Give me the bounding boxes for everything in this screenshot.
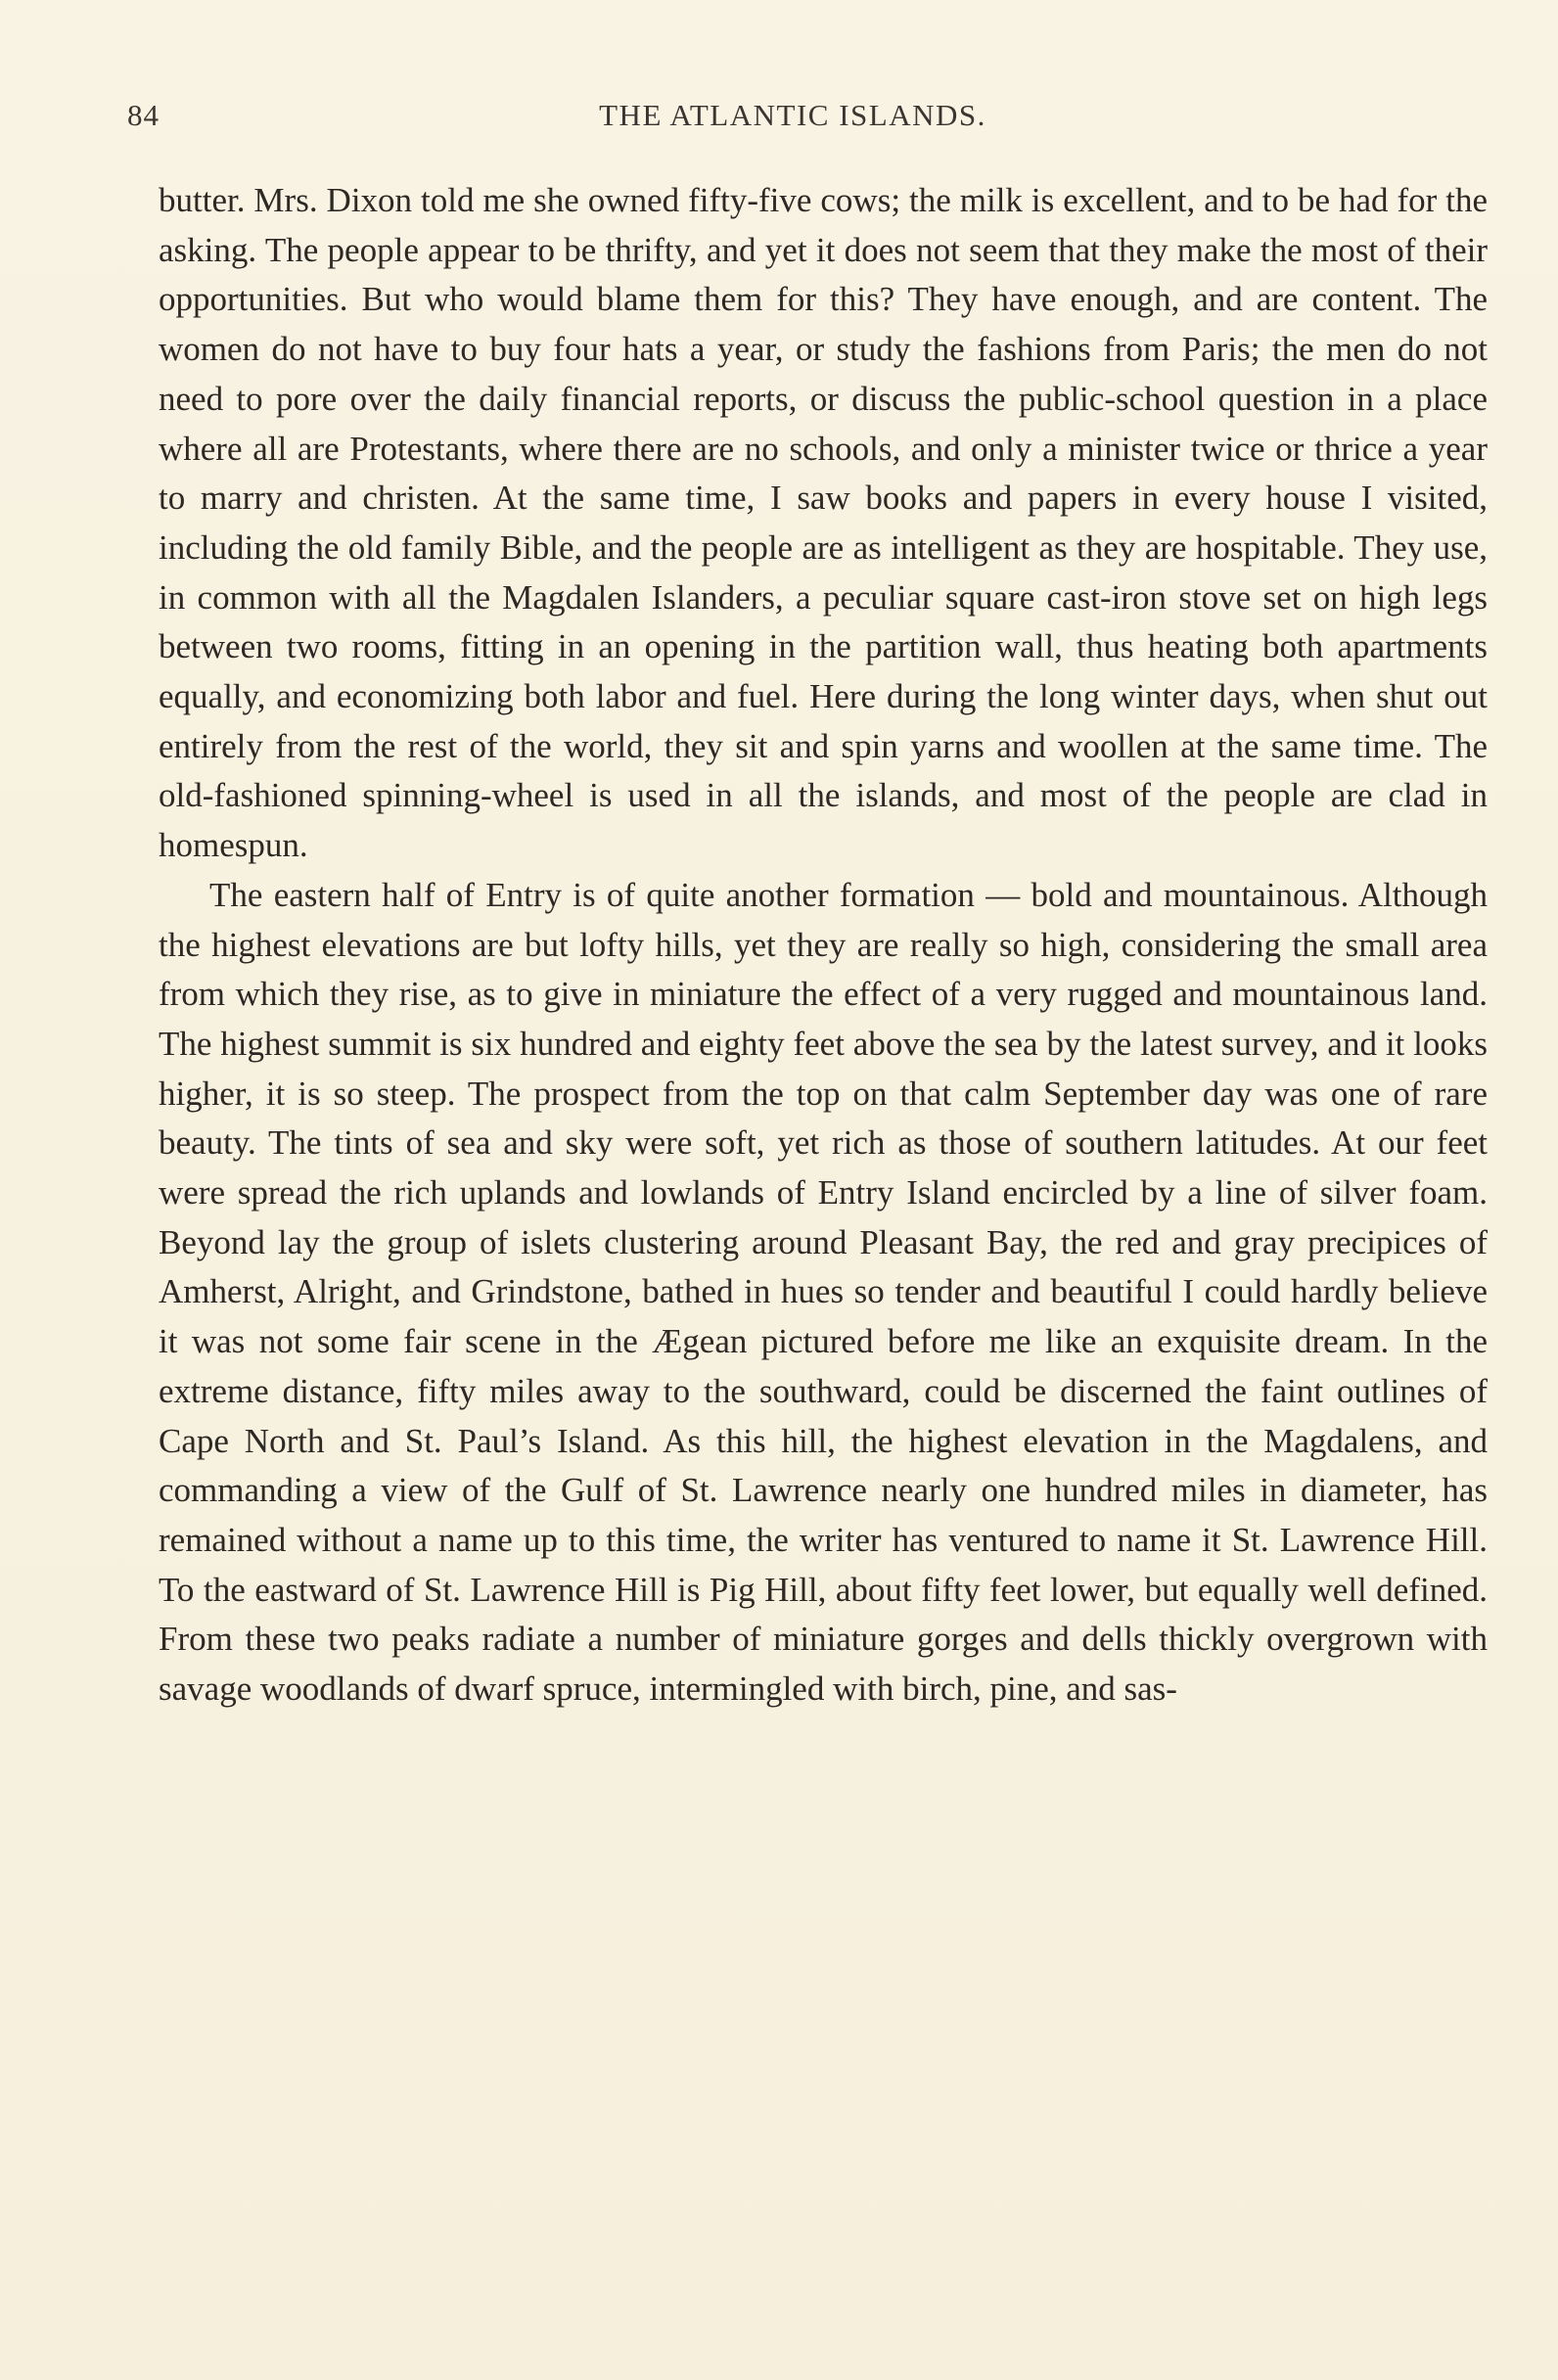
paragraph-continued: butter. Mrs. Dixon told me she owned fifty-five cows; the milk is excellent, and to be had for the asking. The people appear to be thrifty, and yet it does not seem that they make the most of their opportunities. But who would blame them for this? They have enough, and are content. The women do not have to buy four hats a year, or study the fashions from Paris; the men do not need to pore over the daily financial reports, or discuss the public-school question in a place where all are Protestants, where there are no schools, and only a minister twice or thrice a year to marry and christen. At the same time, I saw books and papers in every house I visited, including the old family Bible, and the people are as intelligent as they are hospitable. They use, in common with all the Magdalen Islanders, a peculiar square cast-iron stove set on high legs between two rooms, fitting in an opening in the partition wall, thus heating both apartments equally, and economizing both labor and fuel. Here during the long winter days, when shut out entirely from the rest of the world, they sit and spin yarns and woollen at the same time. The old-fashioned spinning-wheel is used in all the islands, and most of the people are clad in homespun. [159,181,1488,865]
running-title: THE ATLANTIC ISLANDS. [599,98,986,132]
paragraph-eastern-half: The eastern half of Entry is of quite another formation — bold and mountainous. Although the highest elevations are but lofty hills, yet they are really so high, considering the small area from which they rise, as to give in miniature the effect of a very rugged and mountainous land. The highest summit is six hundred and eighty feet above the sea by the latest survey, and it looks higher, it is so steep. The prospect from the top on that calm September day was one of rare beauty. The tints of sea and sky were soft, yet rich as those of southern latitudes. At our feet were spread the rich uplands and lowlands of Entry Island encircled by a line of silver foam. Beyond lay the group of islets clustering around Pleasant Bay, the red and gray precipices of Amherst, Alright, and Grindstone, bathed in hues so tender and beautiful I could hardly believe it was not some fair scene in the Ægean pictured before me like an exquisite dream. In the extreme distance, fifty miles away to the southward, could be discerned the faint outlines of Cape North and St. Paul’s Island. As this hill, the highest elevation in the Magdalens, and commanding a view of the Gulf of St. Lawrence nearly one hundred miles in diameter, has remained without a name up to this time, the writer has ventured to name it St. Lawrence Hill. To the eastward of St. Lawrence Hill is Pig Hill, about fifty feet lower, but equally well defined. From these two peaks radiate a number of miniature gorges and dells thickly overgrown with savage woodlands of dwarf spruce, intermingled with birch, pine, and sas- [159,875,1488,1709]
running-head [127,98,1458,147]
body-text [159,176,1488,1715]
page-number: 84 [127,98,160,132]
